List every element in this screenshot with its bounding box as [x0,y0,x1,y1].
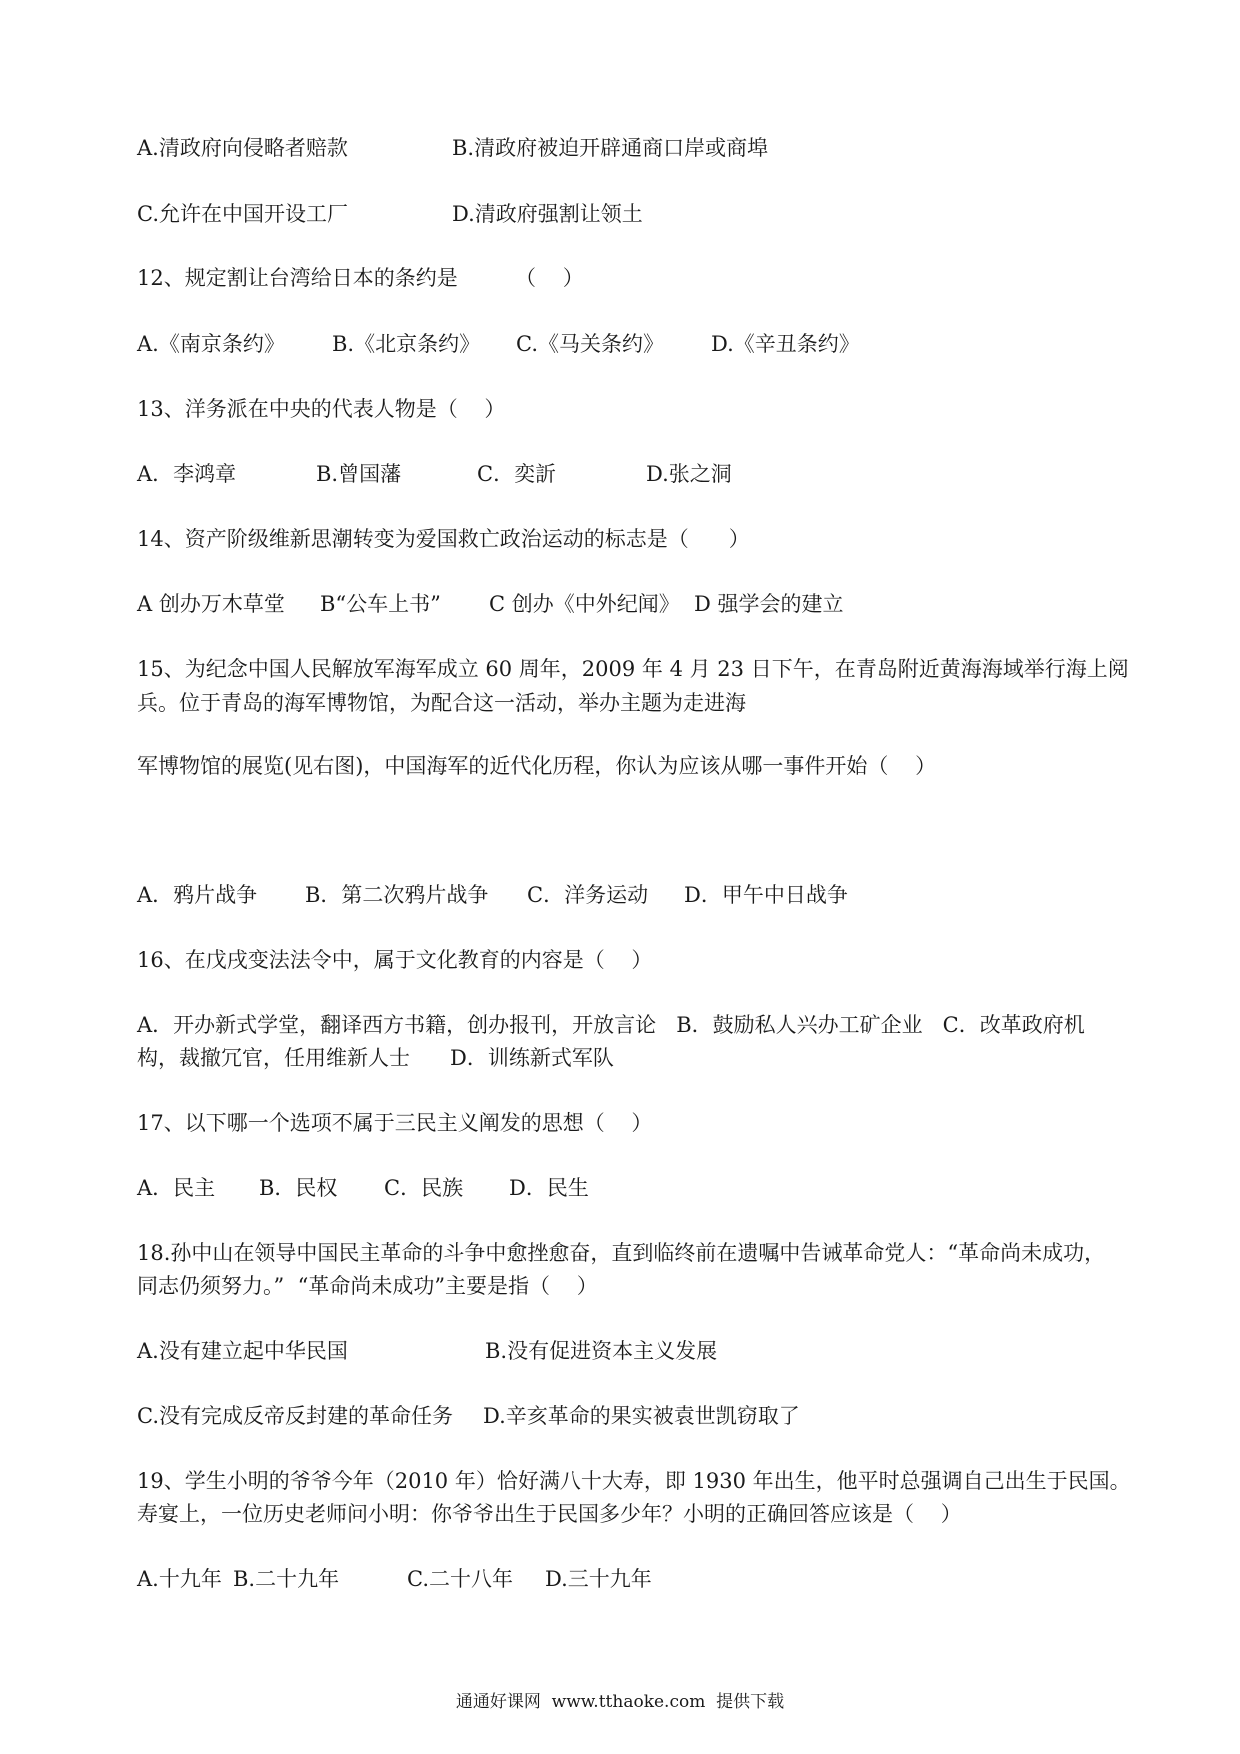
q14-option-c: C 创办《中外纪闻》 [489,592,680,616]
q19-stem-line-1: 19、学生小明的爷爷今年（2010 年）恰好满八十大寿，即 1930 年出生，他平时总强调自己出生于民国。 [137,1469,1131,1493]
q12-option-a: A.《南京条约》 [137,332,285,356]
q15-stem-line-2: 兵。位于青岛的海军博物馆，为配合这一活动，举办主题为走进海 [137,691,746,715]
q12-stem: 12、规定割让台湾给日本的条约是 [137,266,458,290]
q19-option-b: B.二十九年 [233,1567,340,1591]
q15-option-c: C．洋务运动 [527,883,649,907]
q16-options-line-1: A．开办新式学堂，翻译西方书籍，创办报刊，开放言论 B．鼓励私人兴办工矿企业 C．改革政府机 [137,1013,1085,1037]
page-footer: 通通好课网 www.tthaoke.com 提供下载 [455,1692,785,1712]
q11-option-b: B.清政府被迫开辟通商口岸或商埠 [452,136,769,160]
q19-option-c: C.二十八年 [407,1567,513,1591]
q19-option-a: A.十九年 [137,1567,222,1591]
q15-stem-line-1: 15、为纪念中国人民解放军海军成立 60 周年，2009 年 4 月 23 日下午，在青岛附近黄海海域举行海上阅 [137,657,1129,681]
q18-option-a: A.没有建立起中华民国 [137,1339,348,1363]
q12-option-b: B.《北京条约》 [332,332,481,356]
q18-stem-line-2: 同志仍须努力。” “革命尚未成功”主要是指（ ） [137,1274,598,1298]
q16-stem: 16、在戊戌变法法令中，属于文化教育的内容是（ ） [137,948,653,972]
q18-option-b: B.没有促进资本主义发展 [485,1339,718,1363]
q19-stem-line-2: 寿宴上，一位历史老师问小明：你爷爷出生于民国多少年？小明的正确回答应该是（ ） [137,1502,962,1526]
q13-option-b: B.曾国藩 [316,462,402,486]
q12-option-d: D.《辛丑条约》 [711,332,860,356]
q14-stem: 14、资产阶级维新思潮转变为爱国救亡政治运动的标志是（ ） [137,527,750,551]
q13-option-c: C．奕訢 [477,462,557,486]
q17-option-c: C．民族 [384,1176,464,1200]
q13-stem: 13、洋务派在中央的代表人物是（ ） [137,397,506,421]
q17-option-a: A．民主 [137,1176,216,1200]
q13-option-d: D.张之洞 [646,462,732,486]
q16-options-line-2: 构，裁撤冗官，任用维新人士 D．训练新式军队 [137,1046,614,1070]
q17-stem: 17、以下哪一个选项不属于三民主义阐发的思想（ ） [137,1111,653,1135]
q15-option-b: B．第二次鸦片战争 [305,883,489,907]
q18-option-d: D.辛亥革命的果实被袁世凯窃取了 [483,1404,800,1428]
q17-option-b: B．民权 [259,1176,338,1200]
q14-option-a: A 创办万木草堂 [137,592,285,616]
q18-option-c: C.没有完成反帝反封建的革命任务 [137,1404,453,1428]
q18-stem-line-1: 18.孙中山在领导中国民主革命的斗争中愈挫愈奋，直到临终前在遗嘱中告诫革命党人：“革命尚未成功， [137,1241,1106,1265]
q11-option-a: A.清政府向侵略者赔款 [137,136,348,160]
q12-option-c: C.《马关条约》 [516,332,664,356]
q14-option-d: D 强学会的建立 [694,592,844,616]
q11-option-d: D.清政府强割让领土 [452,202,643,226]
q19-option-d: D.三十九年 [545,1567,652,1591]
q12-answer-paren: （ ） [515,266,584,290]
q13-option-a: A．李鸿章 [137,462,237,486]
q15-stem-line-3: 军博物馆的展览(见右图)，中国海军的近代化历程，你认为应该从哪一事件开始（ ） [137,754,937,778]
q15-option-a: A．鸦片战争 [137,883,258,907]
q17-option-d: D．民生 [509,1176,589,1200]
q15-option-d: D．甲午中日战争 [684,883,848,907]
q11-option-c: C.允许在中国开设工厂 [137,202,348,226]
q14-option-b: B“公车上书” [320,592,441,616]
